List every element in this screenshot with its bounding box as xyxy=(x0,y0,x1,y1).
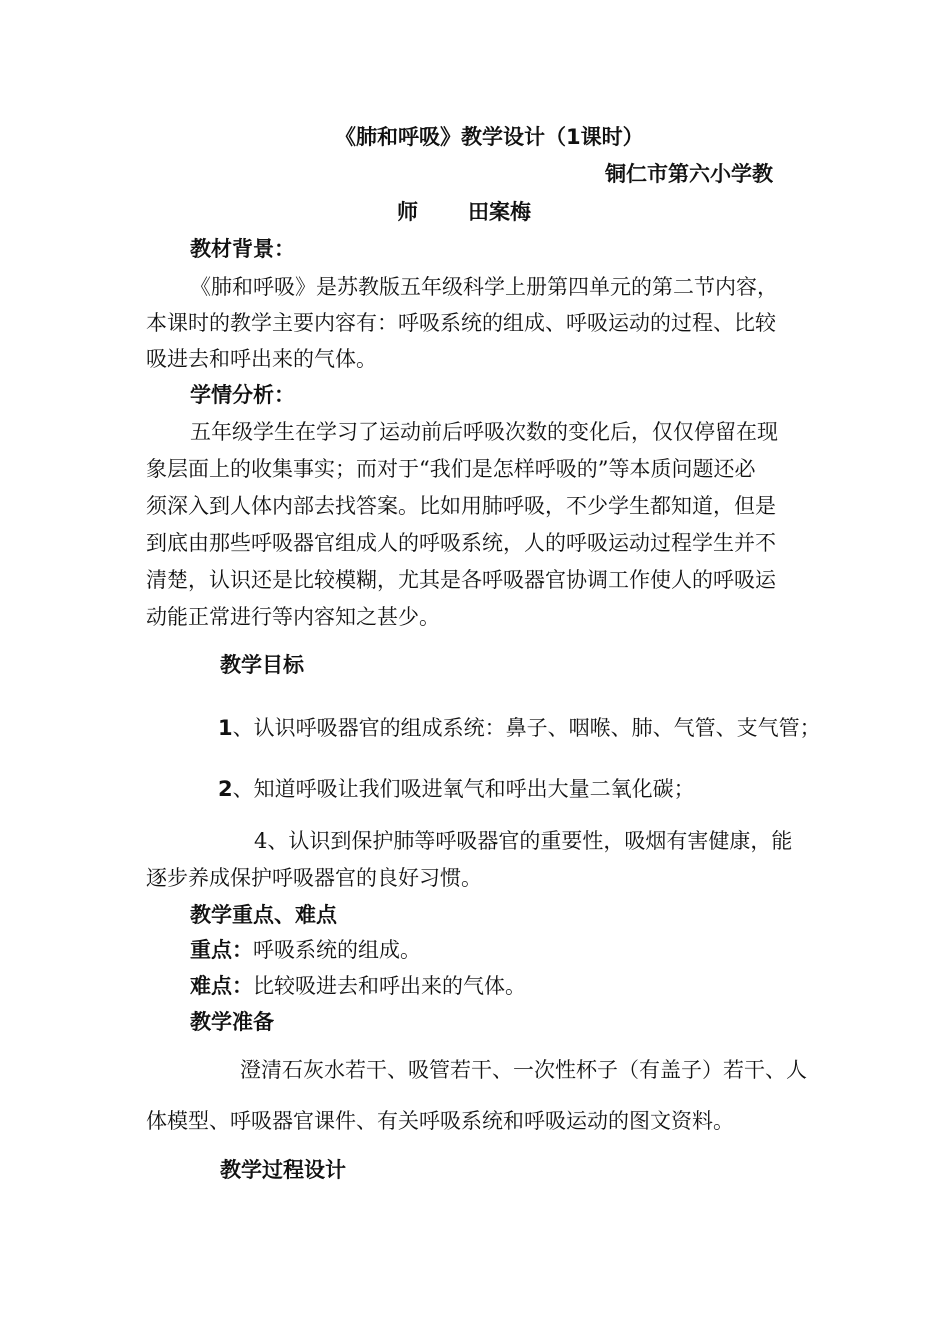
prep-heading: 教学准备 xyxy=(190,1010,274,1034)
document-title: 《肺和呼吸》教学设计（1课时） xyxy=(335,125,644,149)
goals-heading: 教学目标 xyxy=(220,653,304,677)
background-heading: 教材背景： xyxy=(190,237,295,261)
analysis-line-6: 动能正常进行等内容知之甚少。 xyxy=(146,605,440,629)
prep-line-1: 澄清石灰水若干、吸管若干、一次性杯子（有盖子）若干、人 xyxy=(240,1058,807,1082)
key-point-line xyxy=(190,933,854,967)
analysis-line-1: 五年级学生在学习了运动前后呼吸次数的变化后，仅仅停留在现 xyxy=(190,420,778,444)
background-line-3: 吸进去和呼出来的气体。 xyxy=(146,347,377,371)
process-heading: 教学过程设计 xyxy=(220,1158,346,1182)
analysis-line-2: 象层面上的收集事实；而对于“我们是怎样呼吸的”等本质问题还必 xyxy=(146,457,756,481)
author-role: 师 xyxy=(397,200,418,224)
goal-item-1-number: 1 xyxy=(218,716,233,740)
key-point-text: 呼吸系统的组成。 xyxy=(253,938,421,962)
goal-item-2-number: 2 xyxy=(218,777,233,801)
key-point-label: 重点： xyxy=(190,938,253,962)
analysis-line-4: 到底由那些呼吸器官组成人的呼吸系统，人的呼吸运动过程学生并不 xyxy=(146,531,776,555)
author-school: 铜仁市第六小学教 xyxy=(605,162,773,186)
analysis-line-5: 清楚，认识还是比较模糊，尤其是各呼吸器官协调工作使人的呼吸运 xyxy=(146,568,776,592)
keypoints-heading: 教学重点、难点 xyxy=(190,903,337,927)
goal-item-2-text: 、知道呼吸让我们吸进氧气和呼出大量二氧化碳； xyxy=(232,777,695,801)
author-teacher-name: 田案梅 xyxy=(468,200,531,224)
goal-item-1 xyxy=(218,711,882,745)
author-name xyxy=(397,195,531,229)
difficulty-label: 难点： xyxy=(190,974,253,998)
analysis-heading: 学情分析： xyxy=(190,383,295,407)
difficulty-text: 比较吸进去和呼出来的气体。 xyxy=(253,974,526,998)
background-line-2: 本课时的教学主要内容有：呼吸系统的组成、呼吸运动的过程、比较 xyxy=(146,311,776,335)
goal-item-2 xyxy=(218,772,882,806)
goal-item-4-line-2: 逐步养成保护呼吸器官的良好习惯。 xyxy=(146,866,482,890)
goal-item-4-line-1: 4、认识到保护肺等呼吸器官的重要性，吸烟有害健康，能 xyxy=(254,829,793,853)
difficulty-line xyxy=(190,969,854,1003)
goal-item-1-text: 、认识呼吸器官的组成系统：鼻子、咽喉、肺、气管、支气管； xyxy=(232,716,821,740)
analysis-line-3: 须深入到人体内部去找答案。比如用肺呼吸，不少学生都知道，但是 xyxy=(146,494,776,518)
prep-line-2: 体模型、呼吸器官课件、有关呼吸系统和呼吸运动的图文资料。 xyxy=(146,1109,734,1133)
background-line-1: 《肺和呼吸》是苏教版五年级科学上册第四单元的第二节内容， xyxy=(190,275,778,299)
